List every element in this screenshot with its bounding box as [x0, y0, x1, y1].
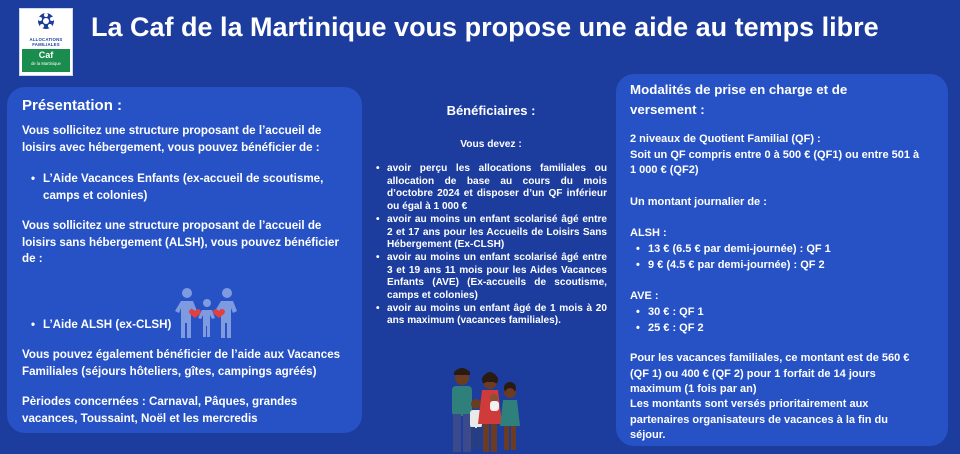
modalites-ave-label: AVE : — [630, 290, 659, 302]
list-item: • 9 € (4.5 € par demi-journée) : QF 2 — [636, 258, 825, 271]
modalites-qf: 2 niveaux de Quotient Familial (QF) : Soit un QF compris entre 0 à 500 € (QF1) ou entre 501 à 1 000 € (QF2) — [630, 133, 920, 176]
list-item: • avoir au moins un enfant âgé de 1 mois à 20 ans maximum (vacances familiales). — [376, 302, 607, 327]
presentation-bullet-ave: • L’Aide Vacances Enfants (ex-accueil de scoutisme, camps et colonies) — [31, 172, 324, 202]
logo-text: ALLOCATIONS FAMILIALES — [29, 37, 63, 47]
list-item: • 25 € : QF 2 — [636, 321, 704, 334]
page-title: La Caf de la Martinique vous propose une aide au temps libre — [91, 12, 879, 42]
modalites-versement: Les montants sont versés prioritairement aux partenaires organisateurs de vacances à la fin du séjour. — [630, 398, 888, 441]
list-item: • 13 € (6.5 € par demi-journée) : QF 1 — [636, 243, 831, 255]
modalites-heading: Modalités de prise en charge et de versement : — [630, 82, 848, 117]
modalites-ave-list — [636, 305, 704, 336]
list-item: • avoir perçu les allocations familiales ou allocation de base au cours du mois d’octobre 2024 et disposer d’un QF inférieur ou égal à 1 000 € — [376, 163, 607, 213]
list-item: • avoir au moins un enfant scolarisé âgé entre 2 et 17 ans pour les Accueils de Loisirs Sans Hébergement (Ex-CLSH) — [376, 213, 607, 251]
presentation-heading: Présentation : — [22, 97, 123, 114]
modalites-montant: Un montant journalier de : — [630, 196, 767, 208]
children-holding-hands-icon — [175, 285, 239, 340]
caf-emblem-icon — [34, 12, 58, 32]
presentation-periodes: Pèriodes concernées : Carnaval, Pâques, grandes vacances, Toussaint, Noël et les mercredis — [22, 395, 298, 425]
modalites-vacances-familiales: Pour les vacances familiales, ce montant est de 560 € (QF 1) ou 400 € (QF 2) pour 1 forfait de 14 jours maximum (1 fois par an) — [630, 352, 910, 395]
presentation-bullet-alsh: • L’Aide ALSH (ex-CLSH) — [31, 318, 172, 331]
modalites-card — [616, 74, 948, 446]
beneficiaires-heading: Bénéficiaires : — [446, 103, 536, 118]
family-illustration — [440, 366, 526, 454]
modalites-alsh-label: ALSH : — [630, 227, 667, 239]
presentation-paragraph-2: Vous sollicitez une structure proposant de l’accueil de loisirs sans hébergement (ALSH), vous pouvez bénéficier de : — [22, 219, 339, 265]
presentation-paragraph-1: Vous sollicitez une structure proposant de l’accueil de loisirs avec hébergement, vous pouvez bénéficier de : — [22, 124, 322, 154]
modalites-alsh-list — [636, 242, 831, 273]
presentation-card — [7, 87, 362, 433]
list-item: • 30 € : QF 1 — [636, 306, 704, 318]
caf-logo — [19, 8, 73, 76]
presentation-paragraph-3: Vous pouvez également bénéficier de l’aide aux Vacances Familiales (séjours hôteliers, gîtes, campings agréés) — [22, 348, 341, 378]
logo-band: Caf de la Martinique — [22, 49, 70, 72]
beneficiaires-list — [375, 163, 607, 328]
list-item: • avoir au moins un enfant scolarisé âgé entre 3 et 19 ans 11 mois pour les Aides Vacances Enfants (AVE) (Ex-accueils de scoutisme, camps et colonies) — [376, 251, 607, 302]
beneficiaires-subheading: Vous devez : — [460, 139, 522, 150]
